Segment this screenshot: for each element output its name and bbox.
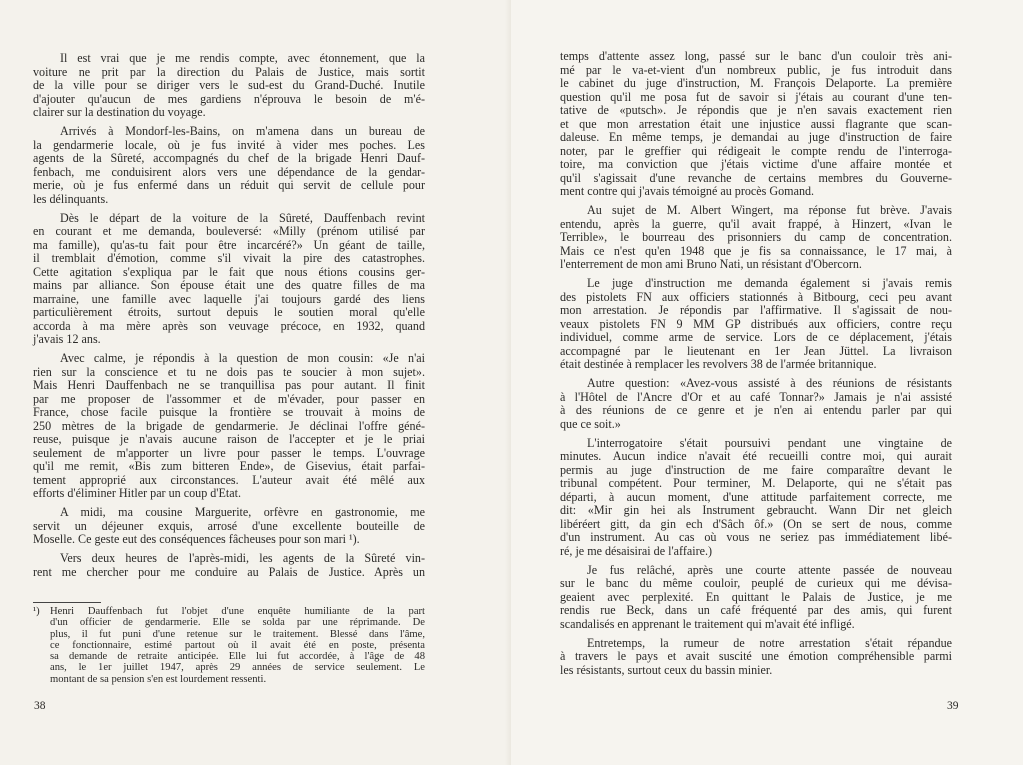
- footnote-line: ce fonctionnaire, estimé partout où il avait été en poste, présenta: [50, 639, 425, 651]
- text-line: à des réunions de ce genre et je n'en ai entendu parler par qui: [560, 403, 952, 417]
- text-line: question qu'il me posa fut de savoir si j'étais au courant d'une ten-: [560, 89, 952, 104]
- text-line: servit un déjeuner exquis, arrosé d'une excellente bouteille de: [33, 518, 425, 533]
- left-page: [0, 0, 511, 765]
- text-line: L'interrogatoire s'était poursuivi pendant une vingtaine de: [587, 435, 952, 450]
- text-line: accompagné par le lieutenant en 1er Jean Jüttel. La livraison: [560, 343, 952, 358]
- text-line: geaient avec perplexité. En quittant le Palais de Justice, je me: [560, 589, 952, 604]
- text-line: Je fus relâché, après une courte attente passée de nouveau: [587, 562, 952, 577]
- paragraph: [33, 125, 425, 206]
- text-line: dit: «Mir gin hei als Instrument gebraucht. Wann Dir net gleich: [560, 503, 952, 517]
- text-line: noter, par le greffier qui rédigeait le compte rendu de l'interroga-: [560, 143, 952, 158]
- text-line: veaux pistolets FN 9 MM GP distribués aux officiers, contre reçu: [560, 316, 952, 331]
- left-page-body: [33, 52, 425, 585]
- text-line: marraine, une famille avec laquelle j'ai toujours gardé des liens: [33, 291, 425, 306]
- text-line: fenbach, me conduisirent alors vers une dépendance de la gendar-: [33, 164, 425, 179]
- right-page-body: [560, 50, 952, 683]
- text-line: mon arrestation. Je répondis par l'affirmative. Il s'agissait de nou-: [560, 303, 952, 317]
- text-line: merie, où je fus enfermé dans un réduit qui servit de cellule pour: [33, 178, 425, 192]
- text-line: tribunal compétent. Pour terminer, M. Delaporte, qui ne s'était pas: [560, 476, 952, 490]
- text-line: Autre question: «Avez-vous assisté à des réunions de résistants: [587, 376, 952, 390]
- text-line: minutes. Aucun indice n'avait été recueilli contre moi, qui aurait: [560, 449, 952, 463]
- footnote: [33, 606, 425, 685]
- paragraph: [560, 377, 952, 431]
- text-line: rendis rue Beck, dans un café fréquenté par des amis, qui furent: [560, 603, 952, 617]
- text-line: sur le banc du même couloir, peuplé de curieux qui me dévisa-: [560, 576, 952, 590]
- text-line: Terrible», le bourreau des prisonniers du camp de concentration.: [560, 230, 952, 244]
- text-line: Cette agitation s'expliqua par le fait que nous étions cousins ger-: [33, 264, 425, 279]
- text-line: et que mon arrestation était une injustice aussi flagrante que scan-: [560, 116, 952, 131]
- text-line: Vers deux heures de l'après-midi, les agents de la Sûreté vin-: [60, 551, 425, 565]
- paragraph: [560, 564, 952, 632]
- text-line: d'ajouter qu'aucun de mes gardiens n'éprouva le besoin de m'é-: [33, 91, 425, 106]
- text-line: seulement de m'apporter un livre pour passer le temps. L'ouvrage: [33, 445, 425, 460]
- text-line: Le juge d'instruction me demanda également si j'avais remis: [587, 276, 952, 290]
- paragraph: [33, 212, 425, 347]
- text-line: efforts d'éliminer Hitler par un coup d'Etat.: [33, 486, 241, 500]
- text-line: libéréert gitt, da gin ech d'Sâch ôf.» (On se sert de nous, comme: [560, 516, 952, 531]
- paragraph: [560, 50, 952, 199]
- text-line: tement approprié aux circonstances. L'auteur avait été mêlé aux: [33, 472, 425, 487]
- text-line: individuel, comme arme de service. Lors de ce déplacement, j'étais: [560, 330, 952, 344]
- text-line: Mais ce n'est qu'en 1948 que je fis sa connaissance, le 17 mai, à: [560, 243, 952, 258]
- paragraph: [560, 637, 952, 678]
- text-line: Il est vrai que je me rendis compte, avec étonnement, que la: [60, 51, 425, 65]
- text-line: Arrivés à Mondorf-les-Bains, on m'amena dans un bureau de: [60, 124, 425, 138]
- text-line: les résistants, surtout ceux du bassin minier.: [560, 662, 773, 677]
- text-line: Mais Henri Dauffenbach ne se tranquillisa pas pour autant. Il finit: [33, 378, 425, 392]
- text-line: entendu, après la guerre, qu'il avait frappé, à Hinzert, «Ivan le: [560, 216, 952, 231]
- right-page: [511, 0, 1023, 765]
- text-line: Entretemps, la rumeur de notre arrestation s'était répandue: [587, 635, 952, 650]
- footnote-line: montant de sa pension s'en est lourdement ressenti.: [50, 673, 267, 685]
- footnote-divider: [33, 602, 101, 603]
- text-line: ré, je me désaisirai de l'affaire.): [560, 543, 713, 558]
- text-line: 250 mètres de la brigade de gendarmerie. Je déclinai l'offre géné-: [33, 418, 425, 433]
- text-line: A midi, ma cousine Marguerite, orfèvre en gastronomie, me: [60, 505, 425, 519]
- page-number: 39: [947, 700, 959, 712]
- text-line: permis au juge d'instruction de me faire comparaître devant le: [560, 462, 952, 477]
- text-line: mains par alliance. Son épouse était une des quatre filles de ma: [33, 278, 425, 292]
- text-line: Moselle. Ce geste eut des conséquences fâcheuses pour son mari ¹).: [33, 532, 360, 546]
- paragraph: [560, 437, 952, 559]
- text-line: scandalisés en apprenant le traitement qui m'avait été infligé.: [560, 616, 855, 631]
- footnote-line: d'un officier de gendarmerie. Elle se solda par une réprimande. De: [50, 617, 425, 629]
- text-line: l'enterrement de mon ami Bruno Nati, un résistant d'Obercorn.: [560, 257, 862, 271]
- text-line: que ce soit.»: [560, 416, 621, 431]
- text-line: accorda à ma mère après son veuvage précoce, en 1932, quand: [33, 318, 425, 333]
- text-line: mé par le va-et-vient d'un nombreux public, je fus introduit dans: [560, 62, 952, 77]
- text-line: le cabinet du juge d'instruction, M. François Delaporte. La première: [560, 76, 952, 90]
- text-line: Dès le départ de la voiture de la Sûreté, Dauffenbach revint: [60, 210, 425, 225]
- text-line: de la ville pour se diriger vers le sud-est du Grand-Duché. Inutile: [33, 78, 425, 92]
- text-line: des pistolets FN aux officiers stationnés à Bitbourg, ceci peu avant: [560, 289, 952, 304]
- footnote-line: sa demande de retraite anticipée. Elle lui fut accordée, à l'âge de 48: [50, 651, 425, 663]
- text-line: toire, ma conviction que j'étais victime d'une affaire montée et: [560, 157, 952, 171]
- footnote-marker: ¹): [33, 606, 40, 617]
- text-line: qu'il s'agissait d'une revanche de certains membres du Gouverne-: [560, 170, 952, 185]
- text-line: était destinée à remplacer les revolvers 38 de l'armée britannique.: [560, 357, 877, 371]
- paragraph: [33, 52, 425, 120]
- paragraph: [560, 204, 952, 272]
- text-line: rien sur la conscience et tu ne dois pas te soucier à mon sujet».: [33, 364, 425, 379]
- text-line: temps d'attente assez long, passé sur le banc d'un couloir très ani-: [560, 49, 952, 63]
- text-line: à travers le pays et avait suscité une émotion compréhensible parmi: [560, 649, 952, 663]
- page-number: 38: [34, 700, 46, 712]
- text-line: en courant et me demanda, bouleversé: «Milly (prénom utilisé par: [33, 224, 425, 238]
- paragraph: [33, 352, 425, 501]
- text-line: départi, à aucun moment, d'une attitude parfaitement correcte, me: [560, 489, 952, 504]
- text-line: agents de la Sûreté, accompagnés du chef de la brigade Henri Dauf-: [33, 151, 425, 165]
- text-line: particulièrement étroits, surtout depuis le soutien moral qu'elle: [33, 305, 425, 319]
- text-line: ment contre qui j'avais témoigné au procès Gomand.: [560, 184, 815, 198]
- text-line: la gendarmerie locale, où je fus invité à vider mes poches. Les: [33, 137, 425, 152]
- text-line: voiture ne prit par la direction du Palais de Justice, mais sortit: [33, 64, 425, 79]
- footnote-line: plus, il fut puni d'une retenue sur le traitement. Blessé dans l'âme,: [50, 628, 425, 640]
- text-line: clairer sur la destination du voyage.: [33, 105, 206, 119]
- text-line: par me proposer de l'assommer et de m'évader, pour passer en: [33, 391, 425, 406]
- text-line: d'un instrument. Au cas où vous ne seriez pas immédiatement libé-: [560, 530, 952, 544]
- text-line: à l'Hôtel de l'Ancre d'Or et au café Tonnar?» Jamais je n'ai assisté: [560, 389, 952, 404]
- paragraph: [33, 552, 425, 579]
- footnote-line: Henri Dauffenbach fut l'objet d'une enquête humiliante de la part: [50, 606, 425, 617]
- text-line: France, chose facile puisque la frontière se trouvait à moins de: [33, 405, 425, 419]
- text-line: daleuse. En même temps, je demandai au juge d'instruction de faire: [560, 130, 952, 144]
- text-line: j'avais 12 ans.: [33, 332, 101, 346]
- text-line: il tremblait d'émotion, comme s'il vivait la pire des catastrophes.: [33, 251, 425, 265]
- text-line: tative de «putsch». Je répondis que je n'en savais exactement rien: [560, 103, 952, 117]
- text-line: reuse, puisque je n'avais aucune raison de l'accepter et je le priai: [33, 432, 425, 446]
- text-line: rent me chercher pour me conduire au Palais de Justice. Après un: [33, 564, 425, 579]
- text-line: Avec calme, je répondis à la question de mon cousin: «Je n'ai: [60, 351, 425, 365]
- text-line: qu'il me remit, «Bis zum bitteren Ende», de Gisevius, était parfai-: [33, 459, 425, 473]
- text-line: les délinquants.: [33, 191, 109, 206]
- paragraph: [560, 277, 952, 372]
- text-line: ma famille), qu'as-tu fait pour être incarcéré?» Un géant de taille,: [33, 237, 425, 252]
- text-line: Au sujet de M. Albert Wingert, ma réponse fut brève. J'avais: [587, 203, 952, 217]
- footnote-line: ans, le 1er juillet 1947, après 29 années de service seulement. Le: [50, 662, 425, 674]
- paragraph: [33, 506, 425, 547]
